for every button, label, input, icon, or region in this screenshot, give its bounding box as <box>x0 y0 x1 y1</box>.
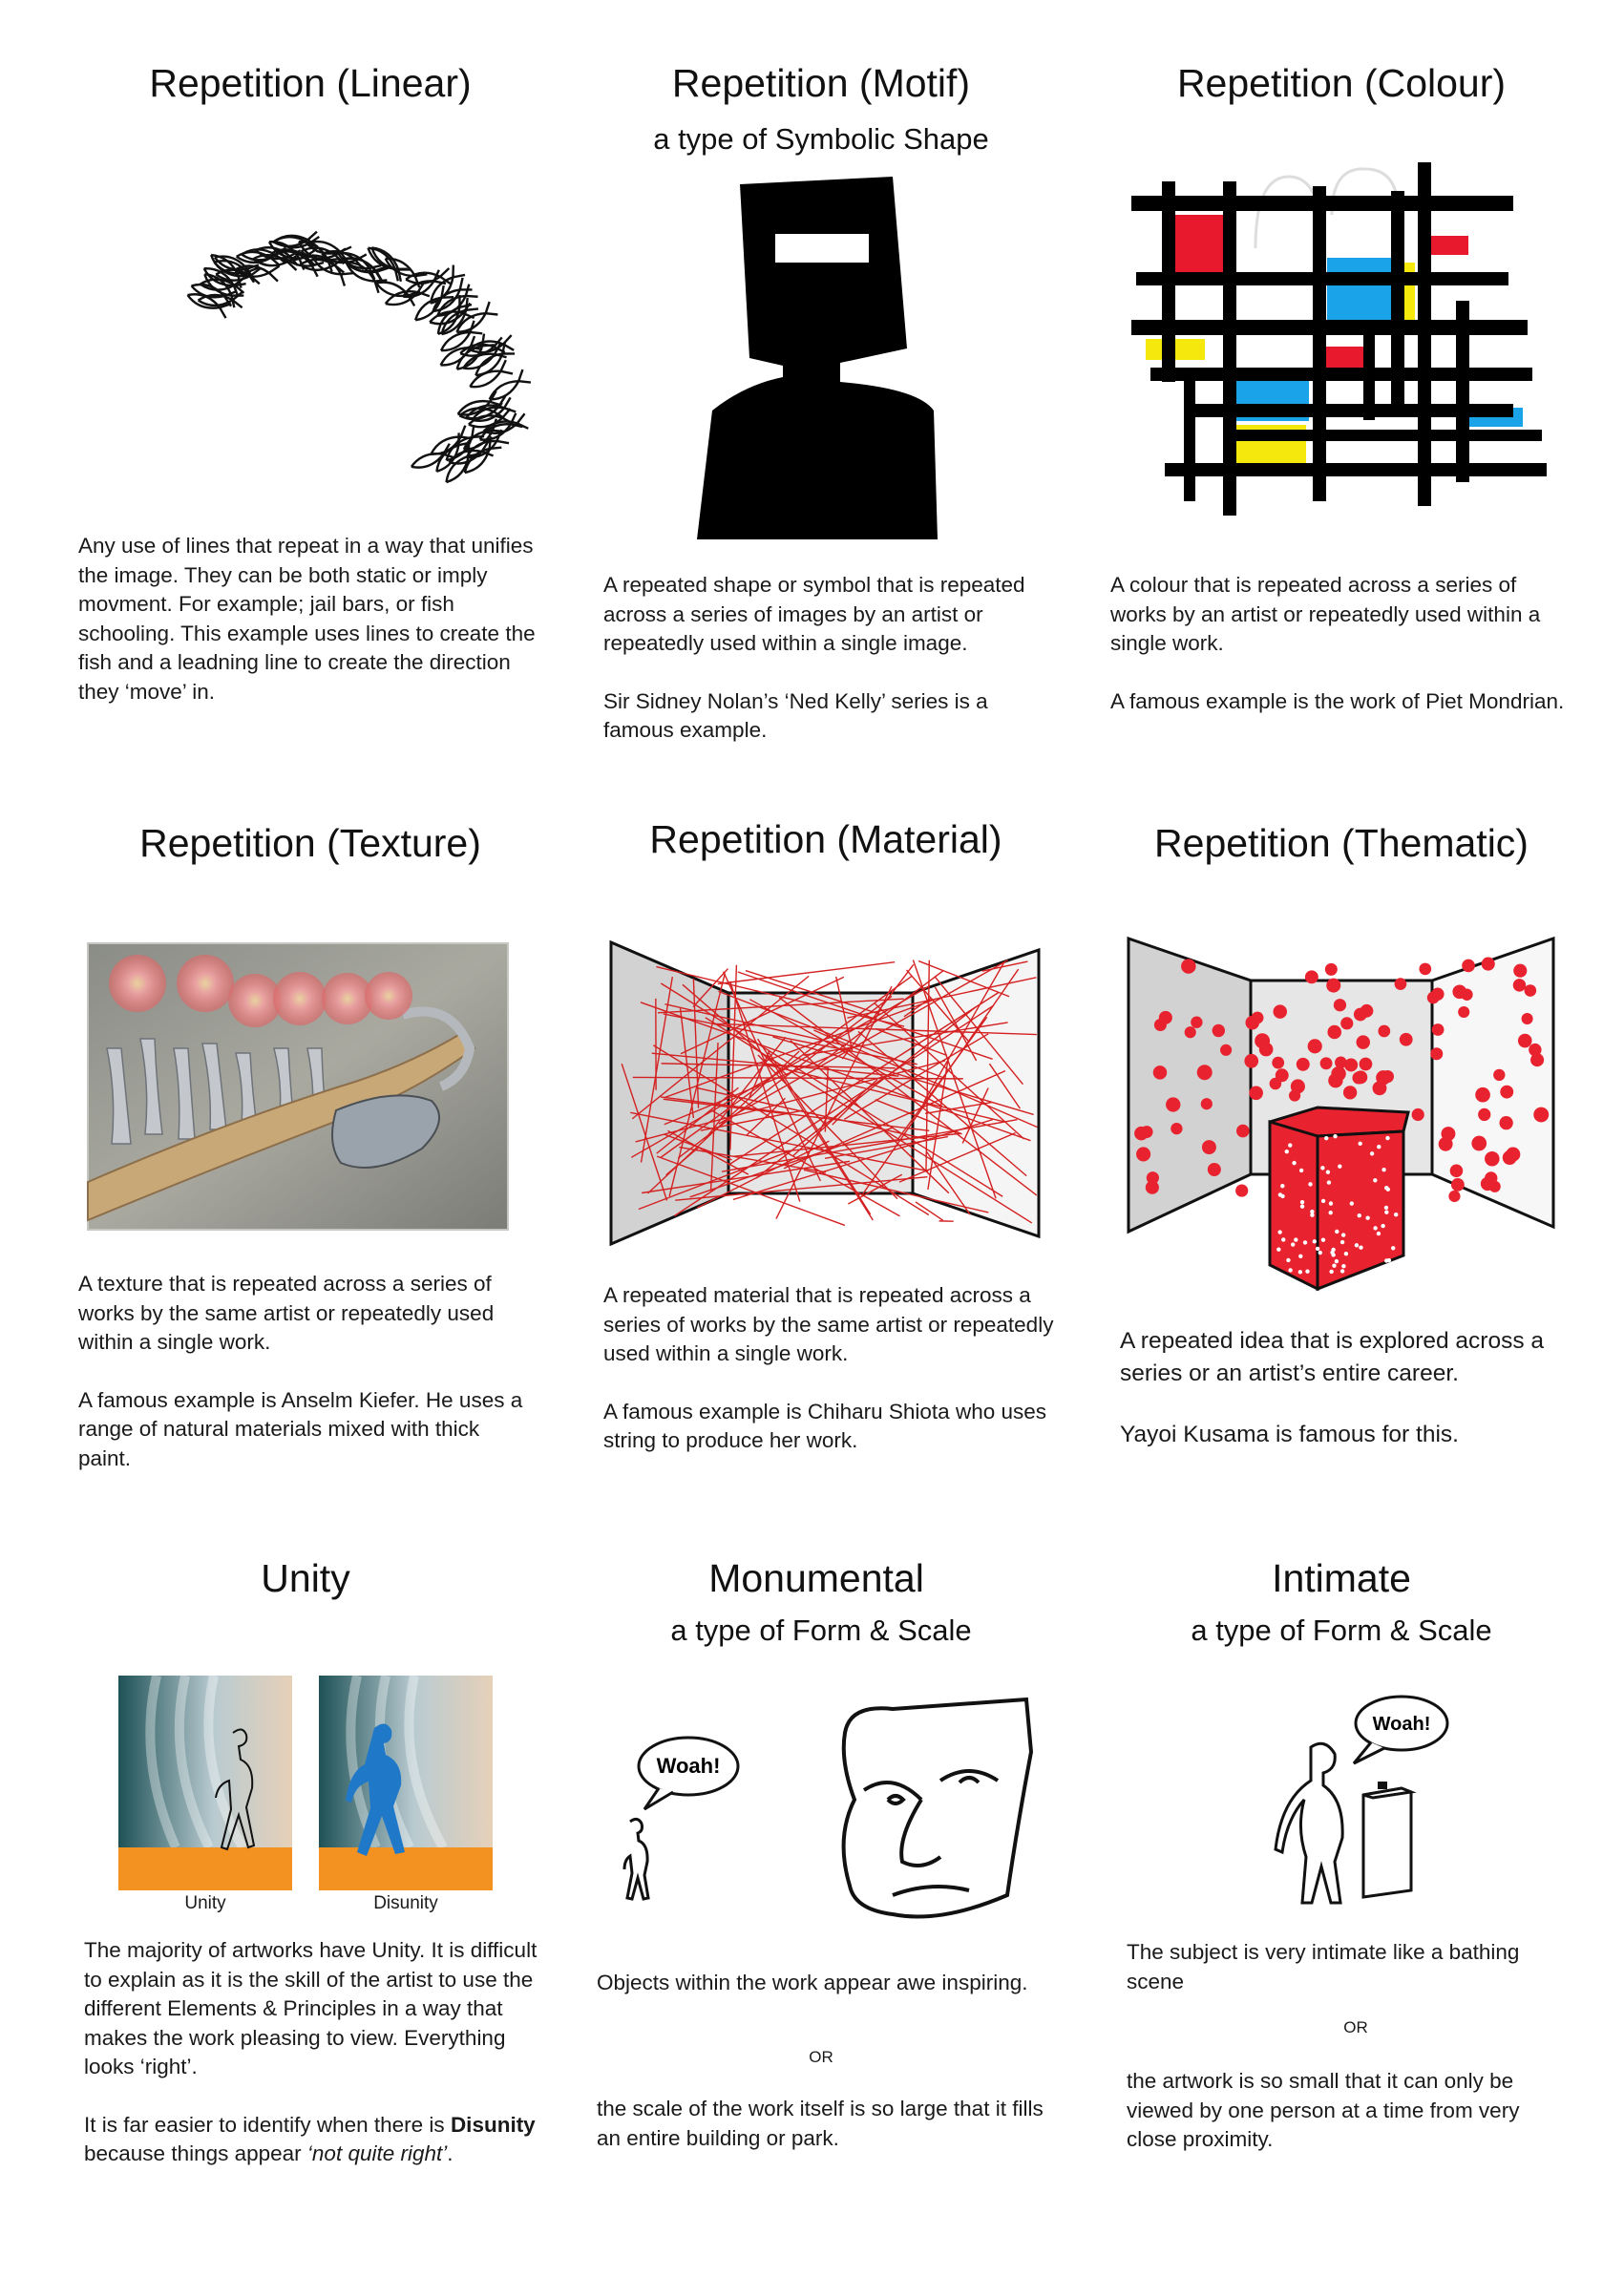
polka-dot <box>1235 1184 1248 1196</box>
polka-dot <box>1292 1161 1296 1165</box>
polka-dot <box>1327 1025 1341 1040</box>
polka-dot <box>1236 1125 1250 1138</box>
polka-dot <box>1503 1150 1517 1165</box>
unity-body-2 <box>84 2111 542 2169</box>
polka-dot <box>1384 1206 1388 1210</box>
polka-dot <box>1146 1181 1159 1194</box>
texture-title: Repetition (Texture) <box>139 821 481 865</box>
polka-dot <box>1340 1269 1344 1273</box>
polka-dot <box>1529 1044 1541 1056</box>
fish-icon <box>409 444 455 475</box>
polka-dot <box>1381 1168 1385 1171</box>
polka-dot <box>1340 1017 1353 1029</box>
polka-dot <box>1357 1035 1370 1048</box>
ned-kelly-motif-illustration <box>697 177 945 539</box>
shiota-string-illustration <box>609 940 1044 1255</box>
polka-dot <box>1334 999 1346 1011</box>
polka-dot <box>1298 1270 1302 1274</box>
polka-dot <box>1185 1026 1196 1038</box>
polka-dot <box>1344 1252 1348 1255</box>
polka-dot <box>1462 960 1475 973</box>
unity-caption: Unity <box>184 1893 226 1913</box>
polka-dot <box>1461 989 1472 1001</box>
polka-dot <box>1475 1087 1490 1103</box>
intimate-subtitle: a type of Form & Scale <box>1191 1614 1492 1647</box>
polka-dot <box>1360 1058 1373 1071</box>
polka-dot <box>1358 1213 1361 1217</box>
polka-dot <box>1310 1213 1314 1216</box>
unity-body-2-bold: Disunity <box>450 2112 536 2137</box>
monumental-subtitle: a type of Form & Scale <box>670 1614 972 1647</box>
polka-dot <box>1533 1107 1549 1123</box>
colour-title: Repetition (Colour) <box>1176 61 1507 105</box>
polka-dot <box>1370 1151 1374 1155</box>
polka-dot <box>1244 1054 1258 1068</box>
polka-dot <box>1276 1068 1289 1082</box>
kusama-dots-illustration <box>1127 931 1556 1294</box>
polka-dot <box>1303 1240 1307 1244</box>
polka-dot <box>1327 1180 1331 1184</box>
polka-dot <box>1359 1246 1362 1250</box>
polka-dot <box>1471 1136 1487 1151</box>
texture-body-2: A famous example is Anselm Kiefer. He uses a range of natural materials mixed with thick paint. <box>78 1387 523 1470</box>
unity-body-2-mid: because things appear <box>84 2141 307 2165</box>
linear-title: Repetition (Linear) <box>149 61 472 105</box>
string-line <box>718 962 895 984</box>
monumental-body <box>597 1969 1055 1998</box>
motif-body <box>603 571 1062 746</box>
polka-dot <box>1451 1178 1465 1192</box>
polka-dot <box>1308 1182 1312 1186</box>
polka-dot <box>1285 1150 1289 1153</box>
polka-dot <box>1297 1058 1310 1071</box>
polka-dot <box>1220 1044 1232 1056</box>
polka-dot <box>1281 1237 1285 1241</box>
polka-dot <box>1499 1116 1512 1129</box>
polka-dot <box>1308 1039 1322 1053</box>
polka-dot <box>1493 1069 1505 1081</box>
monumental-body-2-wrap <box>597 2095 1055 2153</box>
polka-dot <box>1358 1142 1361 1146</box>
polka-dot <box>1513 964 1527 978</box>
mondrian-style-illustration <box>1131 158 1551 530</box>
polka-dot <box>1340 1240 1344 1244</box>
motif-title: Repetition (Motif) <box>671 61 971 105</box>
string-line <box>916 1202 943 1220</box>
polka-dot <box>1376 1070 1390 1085</box>
material-body-1: A repeated material that is repeated across a series of works by the same artist or repeatedly used within a single work. <box>603 1283 1054 1365</box>
polka-dot <box>1331 1253 1335 1256</box>
polka-dot <box>1249 1086 1263 1100</box>
polka-dot <box>1431 988 1444 1001</box>
polka-dot <box>1395 978 1407 990</box>
unity-body-2-italic: ‘not quite right’ <box>306 2141 448 2165</box>
disunity-caption: Disunity <box>373 1893 438 1913</box>
polka-dot <box>1276 1247 1280 1251</box>
polka-dot <box>1525 984 1537 997</box>
thematic-body <box>1120 1325 1588 1451</box>
polka-dot <box>1313 1239 1317 1243</box>
colour-body <box>1110 571 1569 716</box>
intimate-body <box>1127 1938 1575 1996</box>
polka-dot <box>1286 1258 1290 1262</box>
polka-dot <box>1166 1097 1180 1111</box>
polka-dot <box>1288 1143 1292 1147</box>
polka-dot <box>1299 1169 1303 1172</box>
polka-dot <box>1245 1016 1259 1030</box>
polka-dot <box>1255 1033 1270 1048</box>
intimate-or: OR <box>1343 2018 1368 2036</box>
polka-dot <box>1485 1171 1497 1184</box>
polka-dot <box>1289 1089 1300 1101</box>
polka-dot <box>1373 1178 1377 1182</box>
polka-dot <box>1277 1230 1281 1234</box>
polka-dot <box>1321 1199 1325 1203</box>
intimate-body-2: the artwork is so small that it can only be viewed by one person at a time from very close proximity. <box>1127 2069 1520 2151</box>
polka-dot <box>1298 1255 1302 1258</box>
polka-dot <box>1419 963 1431 976</box>
monumental-body-1: Objects within the work appear awe inspiring. <box>597 1971 1028 1994</box>
polka-dot <box>1326 1170 1330 1173</box>
polka-dot <box>1355 1243 1359 1247</box>
polka-dot <box>1352 1071 1364 1084</box>
polka-dot <box>1513 979 1526 991</box>
polka-dot <box>1378 1025 1390 1038</box>
polka-dot <box>1518 1034 1532 1048</box>
polka-dot <box>1439 1137 1453 1151</box>
monumental-or: OR <box>809 2048 833 2066</box>
polka-dot <box>1412 1108 1424 1121</box>
unity-body-2-end: . <box>447 2141 453 2165</box>
polka-dot <box>1343 1086 1357 1099</box>
polka-dot <box>1305 970 1318 983</box>
monumental-bubble-text: Woah! <box>656 1754 721 1778</box>
polka-dot <box>1274 1004 1288 1019</box>
polka-dot <box>1458 1006 1469 1018</box>
kiefer-texture-illustration <box>88 943 508 1230</box>
polka-dot <box>1384 1186 1388 1190</box>
polka-dot <box>1332 1263 1336 1267</box>
polka-dot <box>1291 1242 1295 1246</box>
polka-dot <box>1373 1226 1377 1230</box>
polka-dot <box>1341 1264 1345 1268</box>
monumental-body-2: the scale of the work itself is so large that it fills an entire building or park. <box>597 2097 1044 2150</box>
polka-dot <box>1159 1011 1172 1024</box>
unity-body <box>84 1936 542 2169</box>
polka-dot <box>1280 1184 1284 1188</box>
linear-body: Any use of lines that repeat in a way that unifies the image. They can be both static or imply movment. For example; jail bars, or fish schooling. This example uses lines to create the fish and a leadning line to create the direction they ‘move’ in. <box>78 534 536 704</box>
polka-dot <box>1318 1251 1322 1255</box>
polka-dot <box>1329 1201 1333 1205</box>
motif-body-2: Sir Sidney Nolan’s ‘Ned Kelly’ series is a famous example. <box>603 688 988 742</box>
polka-dot <box>1280 1194 1284 1198</box>
polka-dot <box>1300 1204 1304 1208</box>
polka-dot <box>1377 1232 1381 1235</box>
polka-dot <box>1321 1237 1325 1241</box>
polka-dot <box>1208 1163 1221 1176</box>
polka-dot <box>1316 1247 1319 1251</box>
polka-dot <box>1197 1065 1213 1080</box>
material-body <box>603 1281 1062 1456</box>
polka-dot <box>1136 1147 1150 1161</box>
polka-dot <box>1202 1140 1216 1154</box>
polka-dot <box>1341 1233 1345 1236</box>
material-body-2: A famous example is Chiharu Shiota who uses string to produce her work. <box>603 1399 1046 1452</box>
unity-body-1: The majority of artworks have Unity. It is difficult to explain as it is the skill of the artist to use the different Elements & Principles in a way that makes the work pleasing to view. Everything looks ‘right’. <box>84 1938 538 2078</box>
polka-dot <box>1385 1136 1389 1140</box>
polka-dot <box>1350 1201 1354 1205</box>
polka-dot <box>1384 1211 1388 1214</box>
colour-body-2: A famous example is the work of Piet Mondrian. <box>1110 688 1565 713</box>
polka-dot <box>1482 958 1495 971</box>
unity-title: Unity <box>261 1556 350 1600</box>
polka-dot <box>1344 1058 1358 1071</box>
polka-dot <box>1448 1191 1460 1202</box>
texture-body <box>78 1270 537 1473</box>
motif-subtitle: a type of Symbolic Shape <box>653 122 989 156</box>
intimate-illustration <box>1258 1685 1507 1905</box>
polka-dot <box>1450 1165 1464 1178</box>
thematic-body-2: Yayoi Kusama is famous for this. <box>1120 1422 1459 1447</box>
polka-dot <box>1153 1065 1167 1079</box>
polka-dot <box>1485 1151 1500 1167</box>
intimate-body-2-wrap <box>1127 2067 1575 2155</box>
fish-icon <box>467 360 513 393</box>
polka-dot <box>1213 1024 1225 1037</box>
unity-image <box>118 1676 292 1890</box>
polka-dot <box>1430 1047 1443 1060</box>
polka-dot <box>1324 1136 1328 1140</box>
polka-dot <box>1305 1269 1309 1273</box>
polka-dot <box>1320 1057 1333 1069</box>
polka-dot <box>1171 1123 1182 1134</box>
polka-dot <box>1360 1004 1374 1018</box>
polka-dot <box>1335 1259 1339 1263</box>
polka-dot <box>1288 1268 1292 1272</box>
unity-body-2-pre: It is far easier to identify when there is <box>84 2112 451 2137</box>
polka-dot <box>1377 1145 1381 1149</box>
polka-dot <box>1300 1200 1304 1204</box>
polka-dot <box>1326 979 1340 993</box>
polka-dot <box>1328 1211 1332 1214</box>
polka-dot <box>1333 1134 1337 1138</box>
fish-icon <box>436 336 482 371</box>
disunity-image <box>319 1676 493 1890</box>
polka-dot <box>1500 1086 1513 1099</box>
polka-dot <box>1478 1108 1490 1121</box>
polka-dot <box>1432 1023 1445 1036</box>
polka-dot <box>1181 959 1195 973</box>
monumental-illustration <box>606 1695 1045 1943</box>
polka-dot <box>1391 1246 1395 1250</box>
polka-dot <box>1294 1237 1297 1241</box>
polka-dot <box>1400 1033 1413 1046</box>
polka-dot <box>1141 1126 1153 1138</box>
thematic-body-1: A repeated idea that is explored across a series or an artist’s entire career. <box>1120 1328 1545 1386</box>
polka-dot <box>1335 1230 1339 1234</box>
polka-dot <box>1320 1166 1324 1170</box>
texture-body-1: A texture that is repeated across a series of works by the same artist or repeatedly used within a single work. <box>78 1272 495 1354</box>
colour-body-1: A colour that is repeated across a series of works by an artist or repeatedly used within a single work. <box>1110 573 1541 655</box>
polka-dot <box>1325 963 1338 976</box>
monumental-title: Monumental <box>708 1556 924 1600</box>
polka-dot <box>1201 1098 1213 1109</box>
polka-dot <box>1331 1066 1345 1081</box>
thematic-title: Repetition (Thematic) <box>1154 821 1529 865</box>
fish-school-illustration <box>76 205 573 482</box>
polka-dot <box>1394 1213 1398 1216</box>
polka-dot <box>1381 1224 1384 1228</box>
intimate-title: Intimate <box>1272 1556 1411 1600</box>
polka-dot <box>1365 1216 1369 1220</box>
polka-dot <box>1387 1258 1391 1262</box>
polka-dot <box>1338 1164 1341 1168</box>
polka-dot <box>1522 1013 1533 1024</box>
intimate-bubble-text: Woah! <box>1372 1714 1431 1735</box>
polka-dot <box>1329 1270 1333 1274</box>
polka-dot <box>1272 1057 1284 1069</box>
motif-body-1: A repeated shape or symbol that is repeated across a series of images by an artist or repeatedly used within a single image. <box>603 573 1025 655</box>
polka-dot <box>1191 1017 1202 1028</box>
intimate-body-1: The subject is very intimate like a bathing scene <box>1127 1940 1520 1993</box>
material-title: Repetition (Material) <box>649 817 1002 861</box>
